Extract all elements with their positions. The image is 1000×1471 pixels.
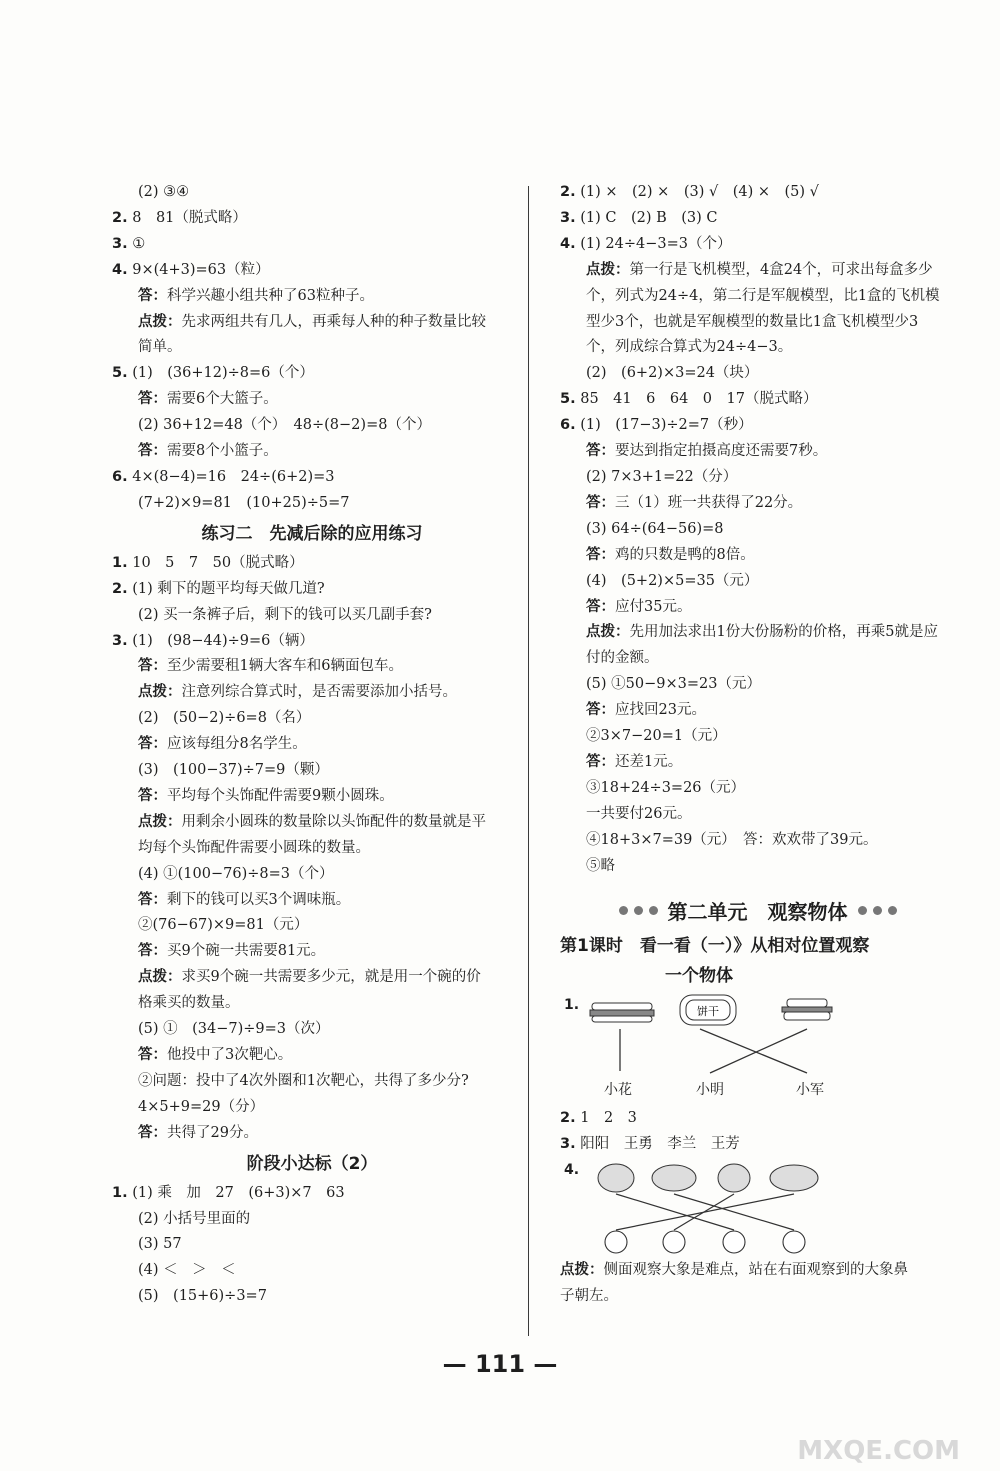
answer-text: ④18+3×7=39（元） 答：欢欢带了39元。 <box>586 831 878 848</box>
answer-text: 付的金额。 <box>586 650 659 667</box>
answer-line <box>560 387 955 413</box>
answer-line <box>112 758 512 784</box>
answer-line <box>112 465 512 491</box>
answer-line <box>560 543 955 569</box>
answer-line <box>112 888 512 914</box>
answer-line <box>112 310 512 336</box>
answer-line <box>560 646 955 672</box>
answer-text: ②3×7−20=1（元） <box>586 728 727 745</box>
answer-text: 型少3个，也就是军舰模型的数量比1盒飞机模型少3 <box>586 313 919 330</box>
decorative-dots-right <box>858 906 897 915</box>
tip-text: 子朝左。 <box>560 1288 618 1305</box>
answer-text: 剩下的钱可以买3个调味瓶。 <box>167 891 351 908</box>
question-number: 3. <box>560 209 576 226</box>
answer-line <box>560 335 955 361</box>
answer-text: 需要8个小篮子。 <box>167 443 278 460</box>
answer-line <box>560 465 955 491</box>
answer-line <box>112 836 512 862</box>
answer-text: 85 41 6 64 0 17（脱式略） <box>580 391 818 408</box>
answer-line <box>112 732 512 758</box>
answer-line <box>560 620 955 646</box>
answer-text: 4×(8−4)=16 24÷(6+2)=3 <box>132 468 335 485</box>
answer-text: ⑤略 <box>586 857 615 874</box>
answer-text: 应找回23元。 <box>615 702 706 719</box>
answer-text: 要达到指定拍摄高度还需要7秒。 <box>615 443 828 460</box>
answer-line <box>112 629 512 655</box>
answer-line <box>112 939 512 965</box>
answer-line <box>112 680 512 706</box>
elephant-icon <box>598 1164 634 1192</box>
q1-number: 1. <box>564 997 580 1014</box>
q4-matching-diagram <box>586 1158 846 1258</box>
question-number: 3. <box>112 632 128 649</box>
question-number: 2. <box>560 1110 576 1127</box>
answer-text: 均每个头饰配件需要小圆珠的数量。 <box>138 839 370 856</box>
unit-heading <box>560 889 955 931</box>
answer-line <box>560 310 955 336</box>
answer-text: (4) ＜ ＞ ＜ <box>138 1262 236 1279</box>
answer-text: 应付35元。 <box>615 598 692 615</box>
answer-line <box>560 284 955 310</box>
answer-line <box>112 1121 512 1147</box>
answer-lead: 答： <box>586 598 615 615</box>
answer-line <box>112 439 512 465</box>
answer-lead: 答： <box>138 1047 167 1063</box>
answer-line <box>560 413 955 439</box>
answer-line <box>112 413 512 439</box>
elephant-icon <box>770 1165 818 1191</box>
child-face-icon <box>605 1231 627 1253</box>
answer-text: (3) 57 <box>138 1236 182 1253</box>
answer-line <box>112 1258 512 1284</box>
answer-text: (1) (98−44)÷9=6（辆） <box>132 632 314 649</box>
question-number: 6. <box>112 468 128 485</box>
q4-tip <box>560 1258 955 1284</box>
answer-lead: 点拨： <box>138 684 182 701</box>
question-number: 4. <box>560 235 576 252</box>
answer-text: 先用加法求出1份大份肠粉的价格，再乘5就是应 <box>629 624 938 641</box>
answer-text: ③18+24÷3=26（元） <box>586 779 746 796</box>
question-2 <box>560 1106 955 1132</box>
answer-text: 个，列成综合算式为24÷4−3。 <box>586 339 793 356</box>
answer-line <box>112 1284 512 1310</box>
answer-line <box>112 577 512 603</box>
answer-text: (2) (6+2)×3=24（块） <box>586 365 759 382</box>
answer-line <box>112 965 512 991</box>
section-heading: 练习二 先减后除的应用练习 <box>201 523 423 544</box>
elephant-icon <box>718 1164 750 1192</box>
answer-text: 平均每个头饰配件需要9颗小圆珠。 <box>167 787 394 804</box>
answer-text: (1) 乘 加 27 (6+3)×7 63 <box>132 1184 345 1201</box>
answer-text: 需要6个大篮子。 <box>167 391 278 408</box>
answer-line <box>560 724 955 750</box>
column-divider <box>528 186 529 1336</box>
answer-line <box>560 361 955 387</box>
sandwich-icon-left <box>590 1003 654 1022</box>
answer-text: 个，列式为24÷4，第二行是军舰模型，比1盒的飞机模 <box>586 287 940 304</box>
answer-text: (1) C (2) B (3) C <box>580 209 718 226</box>
answer-line <box>112 232 512 258</box>
answer-text: ②问题：投中了4次外圈和1次靶心，共得了多少分? <box>138 1072 469 1089</box>
answer-text: (2) 7×3+1=22（分） <box>586 468 738 485</box>
answer-text: 简单。 <box>138 339 182 356</box>
answer-lead: 答： <box>586 443 615 460</box>
answer-lead: 答： <box>138 787 167 804</box>
answer-line <box>112 991 512 1017</box>
unit-title: 第二单元 观察物体 <box>667 899 848 924</box>
child-face-icon <box>723 1231 745 1253</box>
question-number: 2. <box>112 580 128 597</box>
answer-text: (1) 剩下的题平均每天做几道? <box>132 580 325 597</box>
answer-line <box>112 603 512 629</box>
answer-text: 注意列综合算式时，是否需要添加小括号。 <box>181 684 457 701</box>
answer-text: 一共要付26元。 <box>586 805 692 822</box>
question-number: 5. <box>560 391 576 408</box>
answer-line <box>560 232 955 258</box>
question-number: 2. <box>560 184 576 200</box>
answer-lead: 答： <box>138 943 167 960</box>
answer-text: (2) 小括号里面的 <box>138 1210 251 1227</box>
answer-text: 三（1）班一共获得了22分。 <box>615 494 803 511</box>
answer-lead: 答： <box>138 391 167 408</box>
answer-text: 他投中了3次靶心。 <box>167 1047 293 1063</box>
answer-text: 格乘买的数量。 <box>138 995 240 1012</box>
answer-line <box>112 784 512 810</box>
q4-tip-cont <box>560 1284 955 1310</box>
answer-line <box>112 862 512 888</box>
answer-line <box>112 491 512 517</box>
question-number: 6. <box>560 417 576 434</box>
answer-line <box>112 1095 512 1121</box>
answer-text: (2) (50−2)÷6=8（名） <box>138 710 311 727</box>
answer-line <box>112 654 512 680</box>
answer-lead: 答： <box>138 443 167 460</box>
answer-line <box>112 1017 512 1043</box>
answer-lead: 答： <box>586 702 615 719</box>
question-number: 2. <box>112 209 128 226</box>
answer-line <box>560 258 955 284</box>
section-heading: 阶段小达标（2） <box>246 1153 378 1174</box>
answer-text: 求买9个碗一共需要多少元，就是用一个碗的价 <box>181 969 481 986</box>
answer-text: 阳阳 王勇 李兰 王芳 <box>580 1136 740 1153</box>
answer-text: (2) ③④ <box>138 184 190 200</box>
answer-line <box>112 180 512 206</box>
answer-line <box>112 1181 512 1207</box>
answer-text: (3) 64÷(64−56)=8 <box>586 520 724 537</box>
answer-text: 9×(4+3)=63（粒） <box>132 261 270 278</box>
sandwich-icon-right <box>782 999 832 1020</box>
answer-line <box>112 1232 512 1258</box>
answer-text: (4) (5+2)×5=35（元） <box>586 572 759 589</box>
child-face-icon <box>663 1231 685 1253</box>
answer-lead: 答： <box>586 546 615 563</box>
answer-text: ②(76−67)×9=81（元） <box>138 917 309 934</box>
viewer-label: 小花 <box>604 1082 632 1099</box>
answer-line <box>560 672 955 698</box>
answer-line <box>560 802 955 828</box>
answer-line <box>560 180 955 206</box>
answer-line <box>112 284 512 310</box>
answer-line <box>560 206 955 232</box>
answer-lead: 答： <box>138 736 167 753</box>
answer-lead: 答： <box>586 753 615 770</box>
question-number: 5. <box>112 365 128 382</box>
answer-text: 至少需要租1辆大客车和6辆面包车。 <box>167 658 403 675</box>
answer-text: 1 2 3 <box>580 1110 637 1127</box>
answer-text: (2) 买一条裤子后，剩下的钱可以买几副手套? <box>138 606 432 623</box>
question-3 <box>560 1132 955 1158</box>
question-number: 1. <box>112 554 128 571</box>
lesson-title: 第1课时 看一看（一）》从相对位置观察 <box>560 936 870 957</box>
biscuit-label: 饼干 <box>697 1005 719 1019</box>
answer-line <box>112 551 512 577</box>
child-face-icon <box>783 1231 805 1253</box>
question-number: 3. <box>560 1136 576 1153</box>
answer-lead: 答： <box>138 287 167 304</box>
answer-text: 用剩余小圆珠的数量除以头饰配件的数量就是平 <box>181 813 486 830</box>
q4-figure <box>560 1158 955 1258</box>
answer-line <box>560 569 955 595</box>
answer-text: 鸡的只数是鸭的8倍。 <box>615 546 755 563</box>
answer-line <box>560 517 955 543</box>
answer-text: (1) 24÷4−3=3（个） <box>580 235 732 252</box>
answer-text: (5) (15+6)÷3=7 <box>138 1288 267 1305</box>
answer-text: (2) 36+12=48（个） 48÷(8−2)=8（个） <box>138 417 431 434</box>
answer-text: 应该每组分8名学生。 <box>167 736 307 753</box>
elephant-icon <box>652 1165 696 1191</box>
answer-line <box>112 810 512 836</box>
answer-lead: 点拨： <box>586 261 630 278</box>
answer-line <box>560 439 955 465</box>
answer-lead: 点拨： <box>138 969 182 986</box>
answer-lead: 点拨： <box>138 313 182 330</box>
answer-line <box>112 361 512 387</box>
lesson-subtitle: 一个物体 <box>665 966 733 987</box>
answer-text: (1) × (2) × (3) √ (4) × (5) √ <box>580 184 819 200</box>
answer-text: (7+2)×9=81 (10+25)÷5=7 <box>138 494 350 511</box>
right-column <box>560 180 955 1310</box>
left-column <box>112 180 512 1310</box>
answer-lead: 答： <box>138 658 167 675</box>
answer-lead: 答： <box>586 494 615 511</box>
answer-text: (3) (100−37)÷7=9（颗） <box>138 762 329 779</box>
answer-line <box>560 828 955 854</box>
answer-lead: 点拨： <box>586 624 630 641</box>
answer-line <box>112 258 512 284</box>
answer-text: 第一行是飞机模型，4盒24个，可求出每盒多少 <box>629 261 933 278</box>
question-number: 1. <box>112 1184 128 1201</box>
answer-line <box>112 1207 512 1233</box>
decorative-dots-left <box>619 906 658 915</box>
answer-text: (5) ①50−9×3=23（元） <box>586 676 761 693</box>
answer-line <box>112 1069 512 1095</box>
answer-text: (1) (17−3)÷2=7（秒） <box>580 417 753 434</box>
tip-lead: 点拨： <box>560 1262 604 1279</box>
answer-line <box>112 387 512 413</box>
answer-line <box>560 854 955 880</box>
answer-lead: 答： <box>138 891 167 908</box>
answer-line <box>560 776 955 802</box>
answer-text: 科学兴趣小组共种了63粒种子。 <box>167 287 374 304</box>
answer-text: 4×5+9=29（分） <box>138 1098 265 1115</box>
viewer-label: 小军 <box>796 1082 824 1099</box>
question-number: 4. <box>112 261 128 278</box>
answer-line <box>112 206 512 232</box>
answer-line <box>560 698 955 724</box>
answer-text: 买9个碗一共需要81元。 <box>167 943 326 960</box>
answer-text: ① <box>132 235 146 252</box>
q1-figure <box>560 991 955 1106</box>
answer-lead: 点拨： <box>138 813 182 830</box>
q4-number: 4. <box>564 1162 580 1179</box>
answer-text: 还差1元。 <box>615 753 683 770</box>
viewer-label: 小明 <box>696 1082 724 1099</box>
answer-text: 10 5 7 50（脱式略） <box>132 554 304 571</box>
answer-text: (5) ① (34−7)÷9=3（次） <box>138 1021 330 1038</box>
tip-text: 侧面观察大象是难点，站在右面观察到的大象鼻 <box>603 1262 908 1279</box>
page-number: — 111 — <box>442 1350 558 1378</box>
answer-line <box>112 706 512 732</box>
answer-line <box>560 750 955 776</box>
answer-text: (4) ①(100−76)÷8=3（个） <box>138 865 334 882</box>
right-column-answers <box>560 180 955 879</box>
answer-line <box>112 335 512 361</box>
answer-text: 先求两组共有几人，再乘每人种的种子数量比较 <box>181 313 486 330</box>
answer-text: (1) (36+12)÷8=6（个） <box>132 365 314 382</box>
answer-text: 8 81（脱式略） <box>132 209 247 226</box>
watermark: MXQE.COM <box>797 1436 960 1466</box>
answer-text: 共得了29分。 <box>167 1124 258 1141</box>
answer-line <box>112 913 512 939</box>
answer-line <box>560 491 955 517</box>
question-number: 3. <box>112 235 128 252</box>
answer-line <box>560 595 955 621</box>
answer-line <box>112 1043 512 1069</box>
answer-lead: 答： <box>138 1124 167 1141</box>
